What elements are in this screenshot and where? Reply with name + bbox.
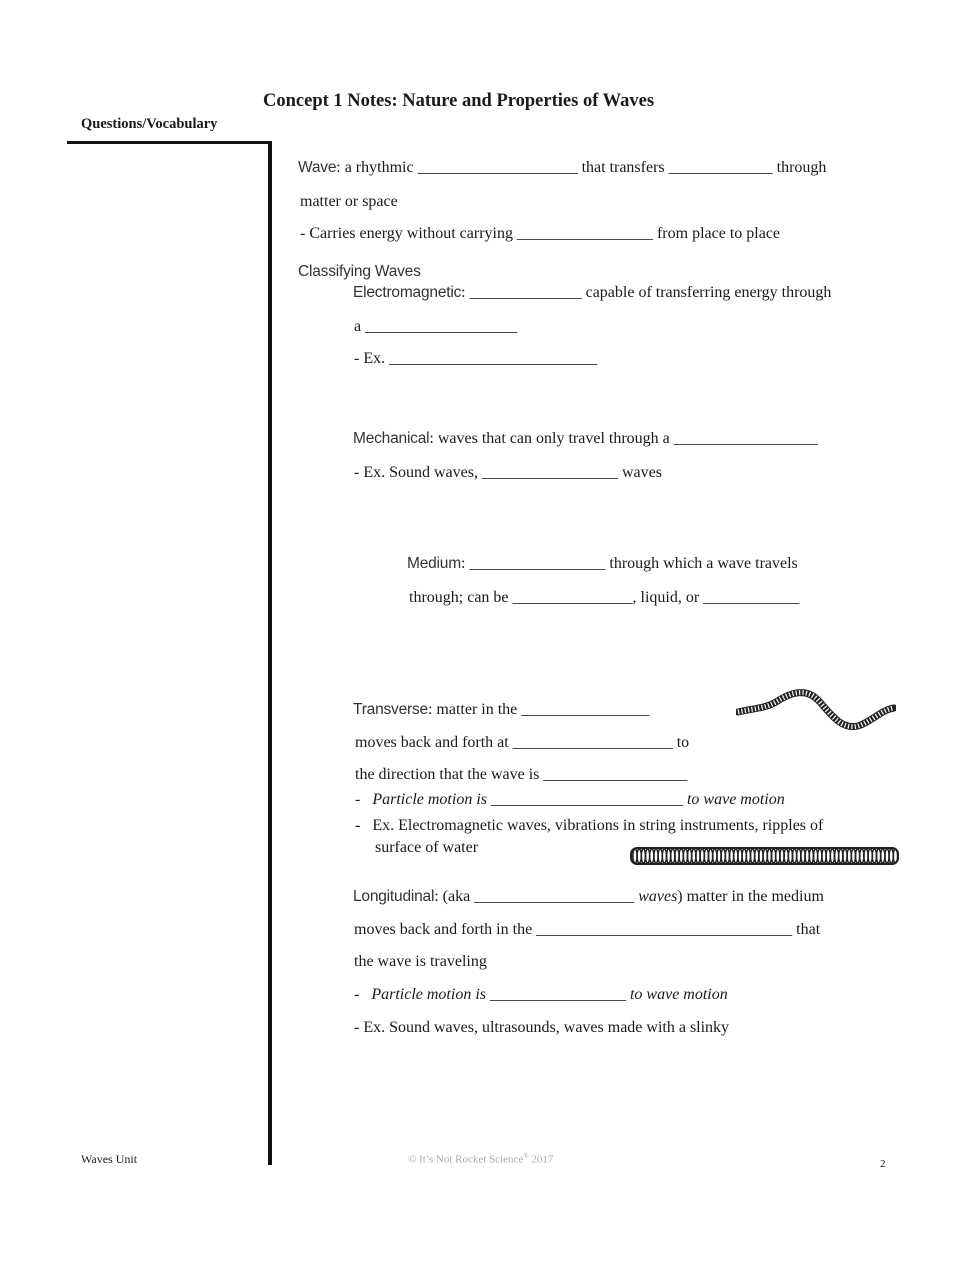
spring-coil <box>893 849 897 863</box>
left-column-header: Questions/Vocabulary <box>81 116 218 132</box>
electromagnetic-text: : ______________ capable of transferring energy through <box>461 284 832 301</box>
medium-line1 <box>407 555 798 573</box>
transverse-line1 <box>353 701 649 719</box>
page-number: 2 <box>880 1158 886 1170</box>
transverse-text: : matter in the ________________ <box>427 701 650 718</box>
classifying-heading: Classifying Waves <box>298 263 421 280</box>
mechanical-bullet: - Ex. Sound waves, _________________ waves <box>354 464 662 481</box>
wave-definition-line1 <box>298 159 826 177</box>
electromagnetic-line2: a ___________________ <box>354 318 518 335</box>
footer-unit-name: Waves Unit <box>81 1152 138 1166</box>
electromagnetic-bullet: - Ex. __________________________ <box>354 350 598 367</box>
bullet-dash: - <box>355 791 361 808</box>
longitudinal-line3: the wave is traveling <box>354 953 487 970</box>
medium-text: : _________________ through which a wave travels <box>460 555 798 572</box>
mechanical-line1 <box>353 430 818 448</box>
longitudinal-line1: Longitudinal: (aka ____________________ waves) matter in the medium <box>353 888 824 905</box>
column-vertical-divider <box>268 141 272 1165</box>
longitudinal-bullet2: - Ex. Sound waves, ultrasounds, waves made with a slinky <box>354 1019 730 1036</box>
wave-definition-line2: matter or space <box>300 193 398 210</box>
transverse-wave-illustration <box>736 686 896 738</box>
medium-term: Medium <box>407 555 461 572</box>
transverse-bullet1: - Particle motion is ________________________ to wave motion <box>355 791 785 808</box>
electromagnetic-term: Electromagnetic <box>353 284 462 301</box>
longitudinal-spring-illustration <box>630 846 900 866</box>
longitudinal-line2: moves back and forth in the ________________________________ that <box>354 921 821 938</box>
longitudinal-term: Longitudinal <box>353 888 435 905</box>
wave-term: Wave <box>298 159 337 176</box>
bullet-dash: - <box>355 817 361 834</box>
footer-copyright: © It’s Not Rocket Science® 2017 <box>408 1152 554 1166</box>
transverse-bullet2: - Ex. Electromagnetic waves, vibrations in string instruments, ripples of <box>355 817 824 834</box>
bullet-dash: - <box>354 986 360 1003</box>
medium-line2: through; can be _______________, liquid, or ____________ <box>409 589 800 606</box>
column-top-divider <box>67 141 272 144</box>
page-title: Concept 1 Notes: Nature and Properties of Waves <box>263 91 655 111</box>
transverse-term: Transverse <box>353 701 428 718</box>
mechanical-term: Mechanical <box>353 430 430 447</box>
wave-definition-text: : a rhythmic ____________________ that transfers _____________ through <box>336 159 827 176</box>
transverse-line2: moves back and forth at ____________________ to <box>355 734 690 751</box>
electromagnetic-line1 <box>353 284 831 302</box>
transverse-line3: the direction that the wave is __________________ <box>355 766 688 783</box>
longitudinal-bullet1: - Particle motion is _________________ to wave motion <box>354 986 728 1003</box>
wave-bullet: - Carries energy without carrying _________________ from place to place <box>300 225 781 242</box>
mechanical-text: : waves that can only travel through a __________________ <box>429 430 818 447</box>
transverse-bullet2-cont: surface of water <box>375 839 479 856</box>
